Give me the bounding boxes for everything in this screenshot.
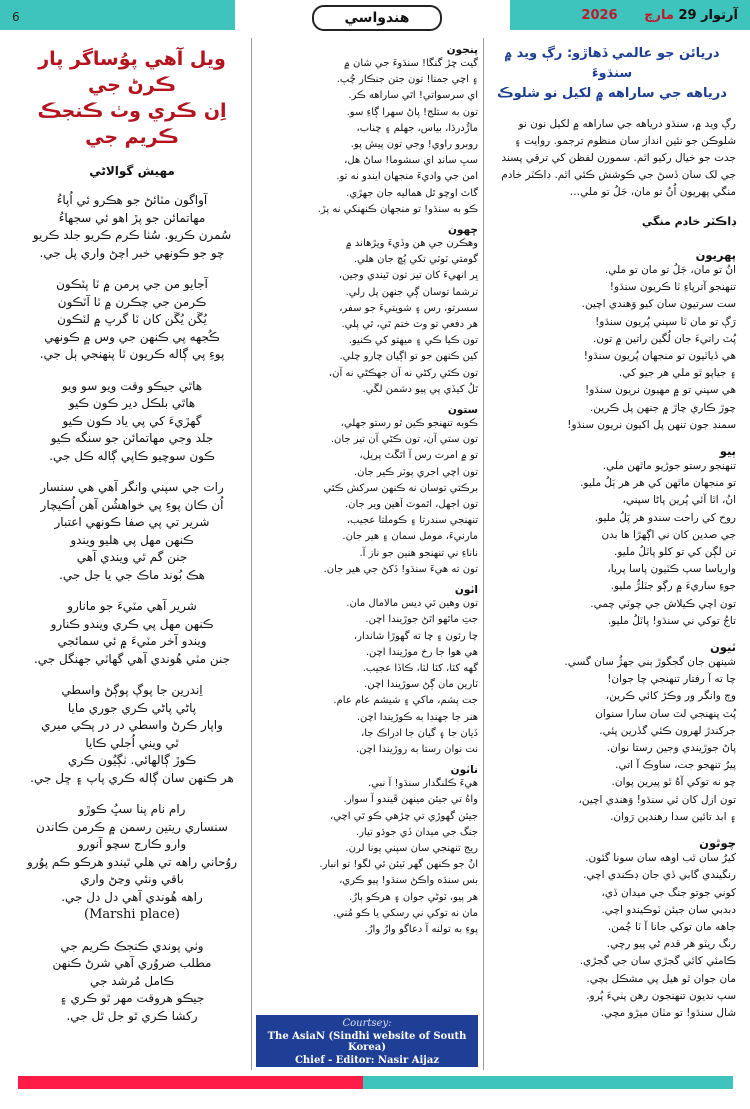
verse-line: چا رثون ۽ چا ته گهوڙا شاندار، — [353, 630, 478, 642]
verse-line: پوءِ به تولنه آ دعاگو وارُ وارُ. — [364, 923, 478, 935]
verse-line: انُ جو ڪنهن گهر ٽيئن ٿي لگو! تو انبار. — [319, 859, 478, 871]
verse-line: وڄ وانگر ور وڪڙ کائي ڪرين، — [605, 690, 736, 703]
verse-line: ڀر انهيءَ کان تيز تون ٿيندي وجين، — [338, 270, 478, 282]
verse-line: تون اجهل، اٿموٽ آهين وير جان. — [344, 499, 478, 511]
verse-line: وهڪرن جي هن وڏيءَ ويڙهاند ۾ — [345, 238, 478, 250]
poem-line: ڪنهن مهل پي هليو ويندو — [70, 532, 194, 547]
verse-line: ڪامئي کائي گجڙي سان جي گجڙي. — [579, 955, 736, 968]
poem-stanza — [18, 276, 246, 364]
verse-line: گهه کٽا، کٽا لٽا، ڪاڏا عجيب. — [362, 662, 478, 674]
verse-line: ۽ جياپو ٿو ملي هر جيو کي. — [618, 367, 736, 380]
verse-line: تون به ستلج! پاڻ سهرا ڳاءِ سو. — [346, 106, 478, 118]
poem-stanza — [18, 682, 246, 787]
poem-line: روُحاني راهه تي هلي ٿيندو هرڪو ڪم پوُرو — [26, 854, 238, 869]
verse-section — [256, 404, 478, 578]
poem-line: جنن مٽي هُوندي آهي گهاٽي جهنگل جي. — [33, 651, 231, 666]
poem-line: ٿي ويني اُجلي ڪايا — [85, 735, 179, 750]
verse-section — [488, 640, 736, 826]
verse-section — [256, 764, 478, 938]
verse-line: رَڳ تو مان ٽا سپني پُريون سنڌو! — [595, 315, 736, 328]
header-band-left — [0, 0, 235, 30]
verse-line: جرکندڙ لهرون ڪئي گڏرين پئي. — [599, 724, 736, 737]
verse-line: تن لڳن کي تو کلو پاٽلُ مليو. — [614, 546, 736, 559]
article-title — [488, 44, 736, 104]
verse-line: ڪوبه تنهنجو ڪين ٿو رستو جهلي، — [340, 418, 478, 430]
verse-section — [488, 836, 736, 1022]
section-heading: ناٺون — [450, 764, 478, 777]
verse-line: جنگ جي ميدان ڏي جوڌو تيار. — [355, 826, 478, 838]
article-sections — [488, 248, 736, 1022]
column-divider-left — [251, 38, 252, 1070]
verse-line: امن جي واديءَ منجهان ايندو نه تو. — [336, 171, 478, 183]
poem-line: يُڱن يُڱن کان ٽا گرڀ ۾ لٽڪون — [57, 312, 207, 326]
poem-line: هاٿي جيڪو وقت ويو سو ويو — [61, 378, 203, 393]
poem-line: باقي ونئي وڃڻ واري — [80, 872, 184, 886]
verse-line: شينهن جان گجگوڙ ٻني جهڙُ سان گسي. — [564, 656, 736, 669]
verse-line: هي سپني تو ۾ مهيون نريون سنڌو! — [585, 384, 736, 397]
page-header — [0, 0, 750, 38]
article-column-middle — [256, 38, 478, 938]
verse-line: هي ڏياٽيون تو منجهان پُريون سنڌو! — [583, 350, 736, 363]
poem-title — [18, 46, 246, 150]
verse-line: ڏيان جا ۽ گيان جا ادراڪ جا، — [360, 727, 478, 739]
poem-line: مهاتمائن جو پڙ اهو ئي سجهاءُ — [58, 210, 206, 225]
poem-line: اِندرين جا پوڳ پوڳڻ واسطي — [61, 683, 203, 697]
verse-line: چا ته آ رفتار تنهنجي چا جوان! — [607, 673, 736, 686]
verse-section — [256, 224, 478, 398]
verse-line: سپ نديون تنهنجون رهن پٺيءَ پُرو. — [586, 989, 736, 1002]
verse-line: تون ڪيا ڪي ۽ ميهتو کي ڪنيو. — [348, 335, 478, 347]
poem-line: مطلب ضروُري آهي شرڻ ڪنهن — [52, 956, 212, 970]
verse-line: تو منجهان ماٿهن کي هر هر ٻَلُ مليو. — [580, 477, 736, 490]
verse-line: تون ڪٿي رکڻي نه آن جهڪڻي نه آن، — [328, 367, 478, 379]
page-number: 6 — [12, 10, 20, 24]
verse-line: تاجُ توکي ني سنڌو! پاٽلُ مليو. — [607, 614, 736, 627]
verse-line: گيت ڇڙ گنگا! سنڌوءَ جي شان ۾ — [343, 58, 478, 69]
verse-line: تون ازل کان ٿي سنڌو! وَهندي اچين، — [578, 793, 736, 806]
poem-line: وارو ڪارج سچو آنورو — [77, 837, 187, 851]
poem-line: شرير تي پي صفا ڪونهي اعتبار — [54, 515, 210, 529]
section-heading: پهريون — [695, 248, 736, 262]
verse-section — [488, 248, 736, 434]
verse-line: رنگيندي گابي ڏي جان ڊڪندي اچي. — [583, 869, 736, 882]
footer-band-left — [18, 1076, 363, 1089]
poem-line: هر ڪنهن سان ڳاله ڪري پاپ ۽ ڇل جي. — [30, 770, 234, 785]
poem-stanza — [18, 598, 246, 668]
verse-line: پاڻ جوڙيندي وجين رستا نوان. — [606, 742, 736, 755]
verse-line: ڪو به سنڌو! تو منجهان ڪنهنکي نه پڙ. — [317, 203, 478, 215]
verse-line: ۽ اچي جمنا! تون جتن جنڪار چُپ. — [336, 74, 478, 86]
verse-line: جتِ ماٿهو اٿڻ جوڙيندا اچن. — [365, 614, 478, 626]
section-heading: اٺون — [454, 584, 478, 597]
verse-line: مان جوان ٿو هيل پي مشڪل بچي. — [586, 972, 736, 985]
verse-line: جوءِ ساريءَ ۾ رڳو جٽلڙُ مليو. — [610, 580, 736, 593]
verse-line: ناناءِ ني تنهنجو هنين جو ناز آ. — [359, 547, 478, 559]
verse-line: نت نوان رستا به روڙيندا اچن. — [355, 743, 478, 755]
verse-line: ٿلُ کيڏي پي پيو دشمن لڱي. — [362, 383, 478, 395]
verse-line: تون اچي ڪيلاش جي چوٽي چمي. — [590, 597, 736, 610]
verse-line: هر پيو، ٽوڻي جوان ۽ هرڪو ٻارُ. — [349, 891, 478, 903]
poem-line: چو جو ڪونهي خبر اچڻ واري پل جي. — [39, 245, 225, 260]
poem-line: جيڪو هروقت مهر ٿو ڪري ۽ — [59, 991, 205, 1005]
poem-line: هڪ بُوند ماڪ جي يا جل جي. — [59, 567, 205, 582]
verse-line: انُ تو مان، جَلُ تو مان تو ملي. — [604, 264, 736, 276]
verse-line: چو نه توکي آهُ ٿو پيرين پوان. — [611, 776, 736, 789]
poem-stanza — [18, 479, 246, 584]
verse-line: کوني جوتو جنگ جي ميدان ڏي، — [601, 886, 736, 899]
article-intro: رڳ ويد ۾، سنڌو درياهه جي ساراهه ۾ لکيل نون نو شلوڪن جو نئين انداز سان منظوم ترجمو. روايت ۽ جدت جو خيال رکيو اٿم. سمورن لفظن کي ترقي پسند جي لک سان ڏسڻ جي ڪوشش ڪئي اٿم. ڊاڪٽر خادم منگي پهريون اُنُ تو مان، جَلُ تو ملي… — [501, 118, 736, 198]
poem-line: ڪُجهه پي ڪنهن جي وس ۾ ڪونهي — [44, 329, 220, 344]
poem-author: مهيش گوالاڻي — [89, 164, 175, 178]
poem-line: ويندو آخر مٽيءَ ۾ ئي سمائجي — [57, 634, 207, 648]
verse-line: شال سنڌو! تو مٽان ميڙو مچي. — [600, 1006, 736, 1019]
issue-date — [581, 8, 738, 23]
verse-line: تون ستي آن، تون ڪڻي آن تير جان. — [330, 434, 478, 446]
poem-stanza — [18, 801, 246, 924]
poem-stanza — [18, 192, 246, 262]
column-divider-right — [483, 38, 484, 1070]
verse-line: کين ڪنهن جو تو اڳيان چارو چلي. — [339, 351, 478, 363]
poem-line: پاڻي پاڻي ڪري جوري مايا — [67, 700, 197, 715]
credit-source: The AsiaN (Sindhi website of South Korea) — [267, 1031, 467, 1053]
verse-line: سمنڊ جون تنهن پل اکيون نريون سنڌو! — [567, 418, 736, 431]
issue-year: 2026 — [581, 8, 618, 23]
poem-stanza — [18, 938, 246, 1026]
poem-line: اُن ڪان پوءِ پي خواهشُن آهن اُڪيچار — [40, 497, 224, 512]
section-heading: ستون — [447, 404, 478, 417]
article-author: ڊاڪٽر خادم منگي — [641, 215, 736, 228]
verse-section — [256, 584, 478, 758]
verse-line: انُ، اٿا آئي پُرين پاڻا سپني، — [622, 494, 736, 507]
poem-line: پوءِ پي ڳاله ڪريون ٽا پنهنجي ٻل جي. — [39, 347, 225, 361]
header-band-right — [510, 0, 750, 30]
verse-line: ماڙُدرڌا، بياس، جهلم ۽ چناب، — [356, 122, 478, 134]
verse-line: ٽارين مان ڳڻ سوڙيندا اچن. — [364, 679, 478, 691]
verse-line: واهُ تي جيئن مينهن ڦيندو آ سوار. — [343, 794, 478, 806]
verse-line: تون ته هيءَ سنڌو! ڏکڻ جي هير جان. — [323, 563, 478, 575]
verse-line: جيئن گهوڙي تي چڙهي ڪو ٿي اچي، — [329, 810, 478, 822]
issue-weekday: آرتوار — [701, 8, 738, 23]
footer-band-right — [363, 1076, 733, 1089]
verse-line: برڪتي توسان نه ڪنهن سرکش ڪئي — [323, 482, 478, 494]
section-heading: ٽيون — [709, 640, 736, 655]
poem-title-line: اِن ڪري وٺ ڪنجڪ ڪريم جي — [37, 100, 227, 148]
verse-line: سڀ سانڍ اي سشوما! ساڻ هل، — [344, 155, 478, 167]
poem-line: شرير آهي مٽيءَ جو مانارو — [67, 599, 197, 613]
poem-line: رات جي سپني وانگر آهي هي سنسار — [40, 480, 224, 494]
verse-line: دبدبي سان جيئن ٽوڪيندو اچي. — [601, 903, 736, 916]
poem-line: واپار ڪرڻ واسطي در در پڪي ميري — [41, 718, 223, 732]
verse-line: اي سرسواتي! اٿي ساراهه ڪر. — [348, 90, 478, 102]
poem-line: آواگون مٽائڻ جو هڪرو ئي اُپاءُ — [56, 193, 208, 207]
verse-section — [488, 444, 736, 630]
section-heading: ٻيو — [719, 444, 736, 459]
poem-line: آجايو من جي پرمن ۾ ٽا پٽڪون — [56, 277, 208, 291]
issue-month: مارچ — [644, 8, 674, 23]
verse-line: بس سنڌه واڪڻ سنڌو! پيو ڪري، — [339, 875, 478, 887]
article-sections-continued — [256, 44, 478, 938]
verse-line: گومتي ٽوٽي تکي پُڇ جان هلي. — [353, 254, 478, 266]
credit-box — [256, 1015, 478, 1067]
poem-line: ڪنهن مهل پي ڪري ويندو ڪنارو — [50, 616, 214, 631]
section-heading: پنجون — [446, 44, 478, 56]
poem-line: راهه هُوندي آهي دل دل جي. — [61, 889, 203, 904]
verse-line: ۽ ابد تائين سدا رهندين رَوان. — [610, 810, 736, 823]
verse-line: تون اچي اجري پوٽر ڪير جان. — [353, 466, 478, 478]
verse-line: جاهه مان توکي جانا آ ٽا چُمن. — [607, 920, 736, 933]
poem-line: رام نام پنا سڀُ ڪوڙو — [78, 802, 186, 816]
verse-line: هيءَ ڪلنگدار سنڌو! آ نبي. — [368, 778, 478, 790]
verse-line: روح کي راحت سندو هر پَلُ مليو. — [594, 511, 736, 524]
masthead-logo: هندواسي — [312, 5, 442, 31]
poem-line: جلد وجي مهاتمائن جو سنگه ڪيو — [50, 431, 214, 445]
verse-line: هنر جا جهنڊا به ڪوڙيندا اچن. — [356, 711, 478, 723]
poem-line: هاٿي بلڪل دير ڪون ڪيو — [68, 396, 196, 410]
verse-line: گاٽ اوچو ٿل هماليه جان جهڙي. — [346, 187, 478, 199]
article-title-line: درياهه جي ساراهه ۾ لکيل نو شلوڪ — [497, 86, 727, 101]
verse-line: کيرُ سان ٿب اوهه سان سونا گئون. — [585, 852, 736, 865]
section-heading: چوٿون — [699, 836, 736, 851]
poem-line: جنن گم ٿي ويندي آهي — [76, 550, 188, 564]
verse-line: وارياسا سپ ڪٽيون پاسا پريا، — [607, 563, 736, 576]
verse-line: ريج تنهنجي سان سپني پونا لرن. — [345, 842, 478, 854]
poem-stanza — [18, 378, 246, 466]
poem-line: ڪوڙ ڳالهائي. ٺڳيُون ڪري — [67, 753, 197, 767]
poem-column — [18, 38, 246, 1025]
verse-line: ست سرتيون سان کيو وَهندي اچين. — [581, 298, 736, 311]
verse-line: مارنيءَ، مومل سمان ۽ هير جان. — [342, 531, 478, 543]
poem-line: سُمرن ڪريو. سُٺا ڪرم ڪريو جلد ڪريو — [32, 228, 232, 242]
section-heading: ڇهون — [447, 224, 478, 237]
verse-line: سسرتو، رس ۽ شويتيءَ جو سفر، — [339, 302, 478, 314]
verse-line: جت پشم، ماکي ۽ شيشم عام عام. — [333, 695, 478, 707]
verse-line: تنهنجي سندرتا ۽ ڪوملتا عجيب، — [346, 515, 478, 527]
credit-label: Courtsey: — [342, 1018, 392, 1029]
verse-line: هر دفعي تو وٽ ختم ٿي، ٿي پلي. — [341, 319, 478, 331]
poem-body — [18, 192, 246, 1025]
poem-line: گهڙيءَ کي پي ياد ڪون ڪيو — [62, 413, 202, 428]
verse-line: چوڙ ڪاري چاڙ ۾ جنهن پل ڪرين. — [589, 401, 736, 414]
poem-line: (Marshi place) — [84, 907, 180, 922]
poem-line: ڪون سوچيو ڪاپي ڳاله ڪل جي. — [49, 448, 215, 463]
poem-line: وٺي پوندي ڪنجڪ ڪريم جي — [60, 938, 204, 953]
article-column-right — [488, 38, 736, 1022]
verse-line: پُٽ راتيءَ جان لُگين راتين ۾ تون. — [592, 332, 736, 345]
verse-section — [256, 44, 478, 218]
verse-line: هي هوا جا رخ موڙيندا اچن. — [365, 646, 478, 658]
verse-line: تنهنجو آترپاءِ ٽا ڪريون سنڌو! — [609, 281, 736, 294]
poem-line: رکشا ڪري ٿو جل ٿل جي. — [66, 1008, 198, 1023]
verse-line: رنگ ريٽو هر قدم ڻي پيو رچي. — [606, 938, 736, 951]
poem-line: سنساري ريتين رسمن ۾ ڪرمن ڪاندن — [36, 819, 228, 834]
verse-line: مان نه توکي ني رسکي يا ڪو مُني. — [333, 907, 478, 919]
verse-line: تون وهين ٿي ديس مالامال مان. — [346, 598, 478, 610]
verse-line: پيرُ تنهجو جت، ساوڪ آ اتي. — [615, 759, 736, 772]
verse-line: پُٽ پنهنجي لٽ سان سارا سنوان — [595, 707, 736, 720]
poem-title-line: ويل آهي پوُساگر پار ڪرڻ جي — [38, 48, 226, 96]
credit-editor: Chief - Editor: Nasir Aijaz — [294, 1055, 440, 1066]
article-title-line: دريائن جو عالمي ڏهاڙو: رڳ ويد ۾ سنڌوءَ — [504, 46, 720, 81]
verse-line: تو ۾ امرت رس آ اٿڱٽ پريل، — [359, 450, 478, 462]
poem-line: ڪامل مُرشد جي — [89, 973, 175, 988]
verse-line: روبرو راوي! وجي تون پيش پو. — [350, 139, 478, 151]
poem-line: ڪرمن جي چڪرن ۾ ٽا آٽڪون — [57, 294, 207, 309]
verse-line: جي صدين کان ني اڳهڙا ها بدن — [601, 528, 736, 541]
verse-line: تنهنجو رستو جوڙيو ماٿهن ملي. — [602, 460, 736, 473]
verse-line: ترشما توسان ڳي جنهن پل رلي. — [345, 286, 478, 298]
issue-day: 29 — [678, 8, 697, 23]
